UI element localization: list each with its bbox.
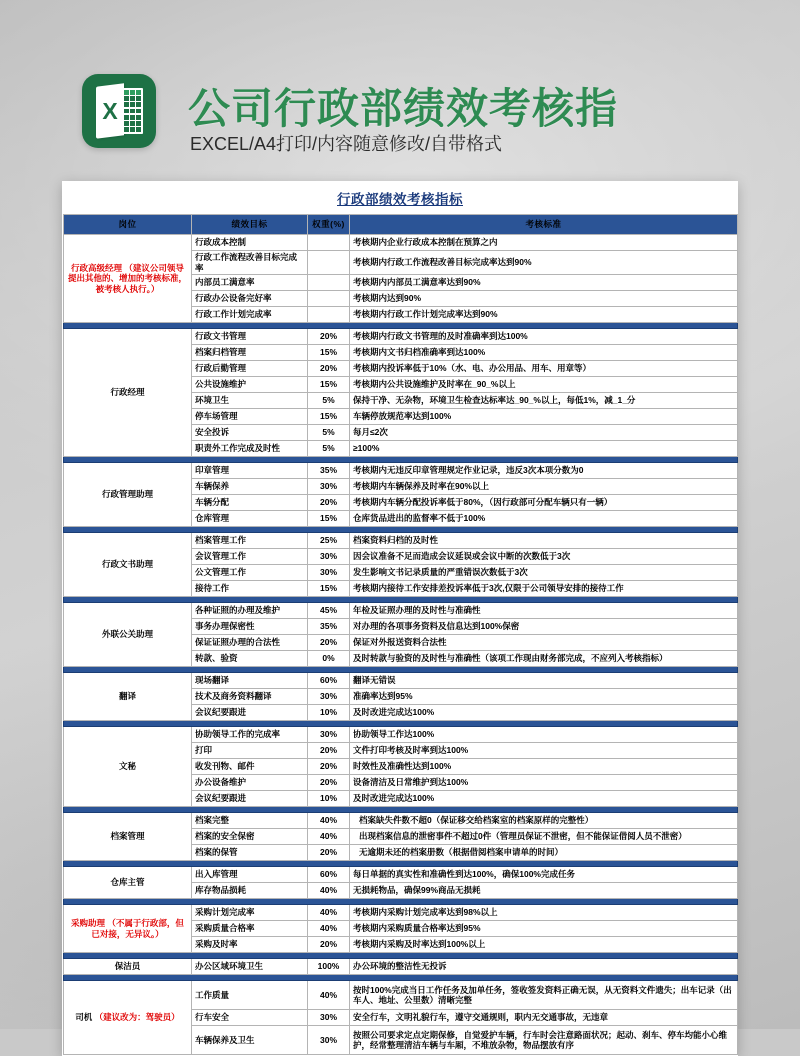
weight-cell[interactable]: 60% — [308, 673, 350, 689]
column-header-weight: 权重(%) — [308, 215, 350, 235]
goal-cell[interactable]: 收发刊物、邮件 — [192, 759, 308, 775]
standard-cell[interactable]: 无损耗物品，确保99%商品无损耗 — [350, 883, 738, 899]
post-cell[interactable] — [64, 235, 192, 323]
goal-cell[interactable]: 出入库管理 — [192, 867, 308, 883]
standard-cell[interactable]: 考核期内采购质量合格率达到95% — [350, 921, 738, 937]
document-title: 行政部绩效考核指标 — [337, 192, 463, 207]
table-row[interactable] — [64, 603, 738, 619]
weight-cell[interactable] — [308, 235, 350, 251]
weight-cell[interactable]: 15% — [308, 511, 350, 527]
goal-cell[interactable]: 工作质量 — [192, 981, 308, 1010]
standard-cell[interactable]: 保持干净、无杂物，环境卫生检查达标率达_90_%以上，每低1%，减_1_分 — [350, 393, 738, 409]
goal-cell[interactable]: 办公设备维护 — [192, 775, 308, 791]
post-cell[interactable]: 文秘 — [64, 727, 192, 807]
standard-cell[interactable]: ≥100% — [350, 441, 738, 457]
goal-cell[interactable]: 档案的保管 — [192, 845, 308, 861]
standard-cell[interactable]: 每月≤2次 — [350, 425, 738, 441]
weight-cell[interactable]: 40% — [308, 905, 350, 921]
goal-cell[interactable]: 采购质量合格率 — [192, 921, 308, 937]
weight-cell[interactable]: 20% — [308, 635, 350, 651]
goal-cell[interactable]: 事务办理保密性 — [192, 619, 308, 635]
weight-cell[interactable]: 15% — [308, 377, 350, 393]
weight-cell[interactable]: 20% — [308, 937, 350, 953]
goal-cell[interactable]: 行车安全 — [192, 1010, 308, 1026]
standard-cell[interactable]: 考核期内行政工作流程改善目标完成率达到90% — [350, 251, 738, 275]
weight-cell[interactable]: 5% — [308, 441, 350, 457]
standard-cell[interactable]: 仓库货品进出的监督率不低于100% — [350, 511, 738, 527]
weight-cell[interactable]: 20% — [308, 759, 350, 775]
post-cell[interactable]: 仓库主管 — [64, 867, 192, 899]
weight-cell[interactable]: 40% — [308, 829, 350, 845]
goal-cell[interactable]: 技术及商务资料翻译 — [192, 689, 308, 705]
goal-cell[interactable]: 内部员工满意率 — [192, 275, 308, 291]
goal-cell[interactable]: 印章管理 — [192, 463, 308, 479]
standard-cell[interactable]: 考核期内内部员工满意率达到90% — [350, 275, 738, 291]
weight-cell[interactable]: 15% — [308, 345, 350, 361]
excel-icon-grid — [122, 88, 143, 134]
table-row[interactable] — [64, 981, 738, 1010]
weight-cell[interactable]: 25% — [308, 533, 350, 549]
goal-cell[interactable]: 安全投诉 — [192, 425, 308, 441]
goal-cell[interactable]: 库存物品损耗 — [192, 883, 308, 899]
standard-cell[interactable]: 对办理的各项事务资料及信息达到100%保密 — [350, 619, 738, 635]
excel-icon-letter: X — [102, 97, 118, 124]
weight-cell[interactable]: 20% — [308, 743, 350, 759]
weight-cell[interactable]: 40% — [308, 981, 350, 1010]
post-cell[interactable]: 翻译 — [64, 673, 192, 721]
column-header-post: 岗位 — [64, 215, 192, 235]
weight-cell[interactable]: 30% — [308, 689, 350, 705]
weight-cell[interactable]: 30% — [308, 479, 350, 495]
standard-cell[interactable]: 安全行车，文明礼貌行车，遵守交通规则，职内无交通事故，无违章 — [350, 1010, 738, 1026]
post-cell[interactable] — [64, 905, 192, 953]
weight-cell[interactable] — [308, 251, 350, 275]
table-row[interactable] — [64, 673, 738, 689]
standard-cell[interactable]: 考核期内无违反印章管理规定作业记录，违反3次本项分数为0 — [350, 463, 738, 479]
weight-cell[interactable] — [308, 291, 350, 307]
standard-cell[interactable]: 保证对外报送资料合法性 — [350, 635, 738, 651]
standard-cell[interactable]: 出现档案信息的泄密事件不超过0件（管理员保证不泄密，但不能保证借阅人员不泄密） — [350, 829, 738, 845]
goal-cell[interactable]: 档案完整 — [192, 813, 308, 829]
standard-cell[interactable]: 考核期内采购及时率达到100%以上 — [350, 937, 738, 953]
standard-cell[interactable]: 翻译无错误 — [350, 673, 738, 689]
standard-cell[interactable]: 车辆停放规范率达到100% — [350, 409, 738, 425]
weight-cell[interactable]: 10% — [308, 705, 350, 721]
goal-cell[interactable]: 行政工作流程改善目标完成率 — [192, 251, 308, 275]
weight-cell[interactable]: 35% — [308, 463, 350, 479]
standard-cell[interactable]: 考核期内车辆分配投诉率低于80%，（因行政部可分配车辆只有一辆） — [350, 495, 738, 511]
banner-subtitle: EXCEL/A4打印/内容随意修改/自带格式 — [190, 134, 503, 154]
post-name: 行政高级经理 — [71, 262, 123, 273]
post-name: 采购助理 — [71, 918, 106, 929]
standard-cell[interactable]: 及时改进完成达100% — [350, 705, 738, 721]
standard-cell[interactable]: 文件打印考核及时率到达100% — [350, 743, 738, 759]
goal-cell[interactable]: 转款、验资 — [192, 651, 308, 667]
weight-cell[interactable]: 40% — [308, 921, 350, 937]
post-note: （建议公司领导提出其他的、增加的考核标准，被考核人执行。） — [67, 262, 187, 294]
weight-cell[interactable]: 20% — [308, 845, 350, 861]
goal-cell[interactable]: 保证证照办理的合法性 — [192, 635, 308, 651]
goal-cell[interactable]: 档案归档管理 — [192, 345, 308, 361]
standard-cell[interactable]: 协助领导工作达100% — [350, 727, 738, 743]
standard-cell[interactable]: 按时100%完成当日工作任务及加单任务，签收签发资料正确无误，从无资料文件遗失；出车记录（出车人、地址、公里数）清晰完整 — [350, 981, 738, 1010]
table-row[interactable] — [64, 727, 738, 743]
weight-cell[interactable]: 20% — [308, 775, 350, 791]
standard-cell[interactable]: 因会议准备不足而造成会议延误或会议中断的次数低于3次 — [350, 549, 738, 565]
weight-cell[interactable]: 30% — [308, 1010, 350, 1026]
column-header-standard: 考核标准 — [350, 215, 738, 235]
standard-cell[interactable]: 按照公司要求定点定期保修，自觉爱护车辆，行车时会注意路面状况；起动、刹车、停车均能小心维护，经常整理清洁车辆与车厢，不堆放杂物，物品摆放有序 — [350, 1026, 738, 1055]
standard-cell[interactable]: 准确率达到95% — [350, 689, 738, 705]
standard-cell[interactable]: 考核期内达到90% — [350, 291, 738, 307]
standard-cell[interactable]: 无逾期未还的档案册数（根据借阅档案申请单的时间） — [350, 845, 738, 861]
standard-cell[interactable]: 设备清洁及日常维护到达100% — [350, 775, 738, 791]
post-note: （建议改为：驾驶员） — [92, 1012, 180, 1023]
weight-cell[interactable]: 40% — [308, 813, 350, 829]
table-row[interactable] — [64, 813, 738, 829]
table-row[interactable] — [64, 463, 738, 479]
goal-cell[interactable]: 公文管理工作 — [192, 565, 308, 581]
promo-banner — [0, 0, 800, 180]
goal-cell[interactable]: 仓库管理 — [192, 511, 308, 527]
standard-cell[interactable]: 及时改进完成达100% — [350, 791, 738, 807]
excel-icon — [82, 74, 156, 148]
goal-cell[interactable]: 采购计划完成率 — [192, 905, 308, 921]
weight-cell[interactable]: 40% — [308, 883, 350, 899]
table-row[interactable] — [64, 959, 738, 975]
goal-cell[interactable]: 停车场管理 — [192, 409, 308, 425]
weight-cell[interactable]: 30% — [308, 727, 350, 743]
standard-cell[interactable]: 考核期内接待工作安排差投诉率低于3次,仅限于公司领导安排的接待工作 — [350, 581, 738, 597]
weight-cell[interactable]: 10% — [308, 791, 350, 807]
standard-cell[interactable]: 发生影响文书记录质量的严重错误次数低于3次 — [350, 565, 738, 581]
weight-cell[interactable]: 20% — [308, 329, 350, 345]
table-header-row — [64, 215, 738, 235]
table-row[interactable] — [64, 329, 738, 345]
standard-cell[interactable]: 考核期内文书归档准确率到达100% — [350, 345, 738, 361]
performance-table — [63, 214, 738, 1055]
goal-cell[interactable]: 行政成本控制 — [192, 235, 308, 251]
post-cell[interactable]: 行政经理 — [64, 329, 192, 457]
standard-cell[interactable]: 考核期内采购计划完成率达到98%以上 — [350, 905, 738, 921]
goal-cell[interactable]: 会议管理工作 — [192, 549, 308, 565]
goal-cell[interactable]: 办公区域环境卫生 — [192, 959, 308, 975]
standard-cell[interactable]: 时效性及准确性达到100% — [350, 759, 738, 775]
post-cell[interactable]: 档案管理 — [64, 813, 192, 861]
goal-cell[interactable]: 现场翻译 — [192, 673, 308, 689]
goal-cell[interactable]: 协助领导工作的完成率 — [192, 727, 308, 743]
goal-cell[interactable]: 公共设施维护 — [192, 377, 308, 393]
standard-cell[interactable]: 考核期内公共设施维护及时率在_90_%以上 — [350, 377, 738, 393]
post-cell[interactable]: 外联公关助理 — [64, 603, 192, 667]
standard-cell[interactable]: 每日单据的真实性和准确性到达100%，确保100%完成任务 — [350, 867, 738, 883]
goal-cell[interactable]: 车辆保养及卫生 — [192, 1026, 308, 1055]
table-body — [64, 235, 738, 1055]
spreadsheet-paper — [62, 181, 738, 1056]
weight-cell[interactable] — [308, 275, 350, 291]
excel-icon-sheet — [96, 83, 124, 138]
post-note: （不属于行政部，但已对接，无异议。） — [91, 918, 184, 939]
weight-cell[interactable]: 30% — [308, 549, 350, 565]
weight-cell[interactable]: 5% — [308, 425, 350, 441]
weight-cell[interactable] — [308, 307, 350, 323]
standard-cell[interactable]: 档案资料归档的及时性 — [350, 533, 738, 549]
goal-cell[interactable]: 行政工作计划完成率 — [192, 307, 308, 323]
standard-cell[interactable]: 年检及证照办理的及时性与准确性 — [350, 603, 738, 619]
goal-cell[interactable]: 行政文书管理 — [192, 329, 308, 345]
standard-cell[interactable]: 考核期内企业行政成本控制在预算之内 — [350, 235, 738, 251]
weight-cell[interactable]: 30% — [308, 565, 350, 581]
weight-cell[interactable]: 60% — [308, 867, 350, 883]
goal-cell[interactable]: 车辆保养 — [192, 479, 308, 495]
post-cell[interactable]: 行政管理助理 — [64, 463, 192, 527]
weight-cell[interactable]: 100% — [308, 959, 350, 975]
post-cell[interactable]: 行政文书助理 — [64, 533, 192, 597]
standard-cell[interactable]: 及时转款与验资的及时性与准确性（该项工作现由财务部完成，不应列入考核指标） — [350, 651, 738, 667]
banner-title: 公司行政部绩效考核指 — [188, 85, 619, 132]
weight-cell[interactable]: 30% — [308, 1026, 350, 1055]
table-row[interactable] — [64, 867, 738, 883]
table-row[interactable] — [64, 533, 738, 549]
weight-cell[interactable]: 15% — [308, 581, 350, 597]
goal-cell[interactable]: 行政后勤管理 — [192, 361, 308, 377]
goal-cell[interactable]: 车辆分配 — [192, 495, 308, 511]
goal-cell[interactable]: 会议纪要跟进 — [192, 705, 308, 721]
standard-cell[interactable]: 考核期内行政文书管理的及时准确率到达100% — [350, 329, 738, 345]
weight-cell[interactable]: 35% — [308, 619, 350, 635]
post-cell[interactable] — [64, 981, 192, 1055]
column-header-goal: 绩效目标 — [192, 215, 308, 235]
goal-cell[interactable]: 档案管理工作 — [192, 533, 308, 549]
goal-cell[interactable]: 打印 — [192, 743, 308, 759]
goal-cell[interactable]: 会议纪要跟进 — [192, 791, 308, 807]
standard-cell[interactable]: 办公环境的整洁性无投诉 — [350, 959, 738, 975]
weight-cell[interactable]: 15% — [308, 409, 350, 425]
weight-cell[interactable]: 20% — [308, 495, 350, 511]
goal-cell[interactable]: 职责外工作完成及时性 — [192, 441, 308, 457]
goal-cell[interactable]: 采购及时率 — [192, 937, 308, 953]
weight-cell[interactable]: 5% — [308, 393, 350, 409]
table-row[interactable] — [64, 235, 738, 251]
standard-cell[interactable]: 考核期内行政工作计划完成率达到90% — [350, 307, 738, 323]
post-name: 司机 — [75, 1012, 93, 1023]
goal-cell[interactable]: 各种证照的办理及维护 — [192, 603, 308, 619]
table-row[interactable] — [64, 905, 738, 921]
standard-cell[interactable]: 考核期内车辆保养及时率在90%以上 — [350, 479, 738, 495]
standard-cell[interactable]: 考核期内投诉率低于10%（水、电、办公用品、用车、用章等） — [350, 361, 738, 377]
goal-cell[interactable]: 环境卫生 — [192, 393, 308, 409]
weight-cell[interactable]: 45% — [308, 603, 350, 619]
standard-cell[interactable]: 档案缺失件数不超0（保证移交给档案室的档案原样的完整性） — [350, 813, 738, 829]
goal-cell[interactable]: 档案的安全保密 — [192, 829, 308, 845]
post-cell[interactable]: 保洁员 — [64, 959, 192, 975]
goal-cell[interactable]: 接待工作 — [192, 581, 308, 597]
goal-cell[interactable]: 行政办公设备完好率 — [192, 291, 308, 307]
weight-cell[interactable]: 20% — [308, 361, 350, 377]
weight-cell[interactable]: 0% — [308, 651, 350, 667]
